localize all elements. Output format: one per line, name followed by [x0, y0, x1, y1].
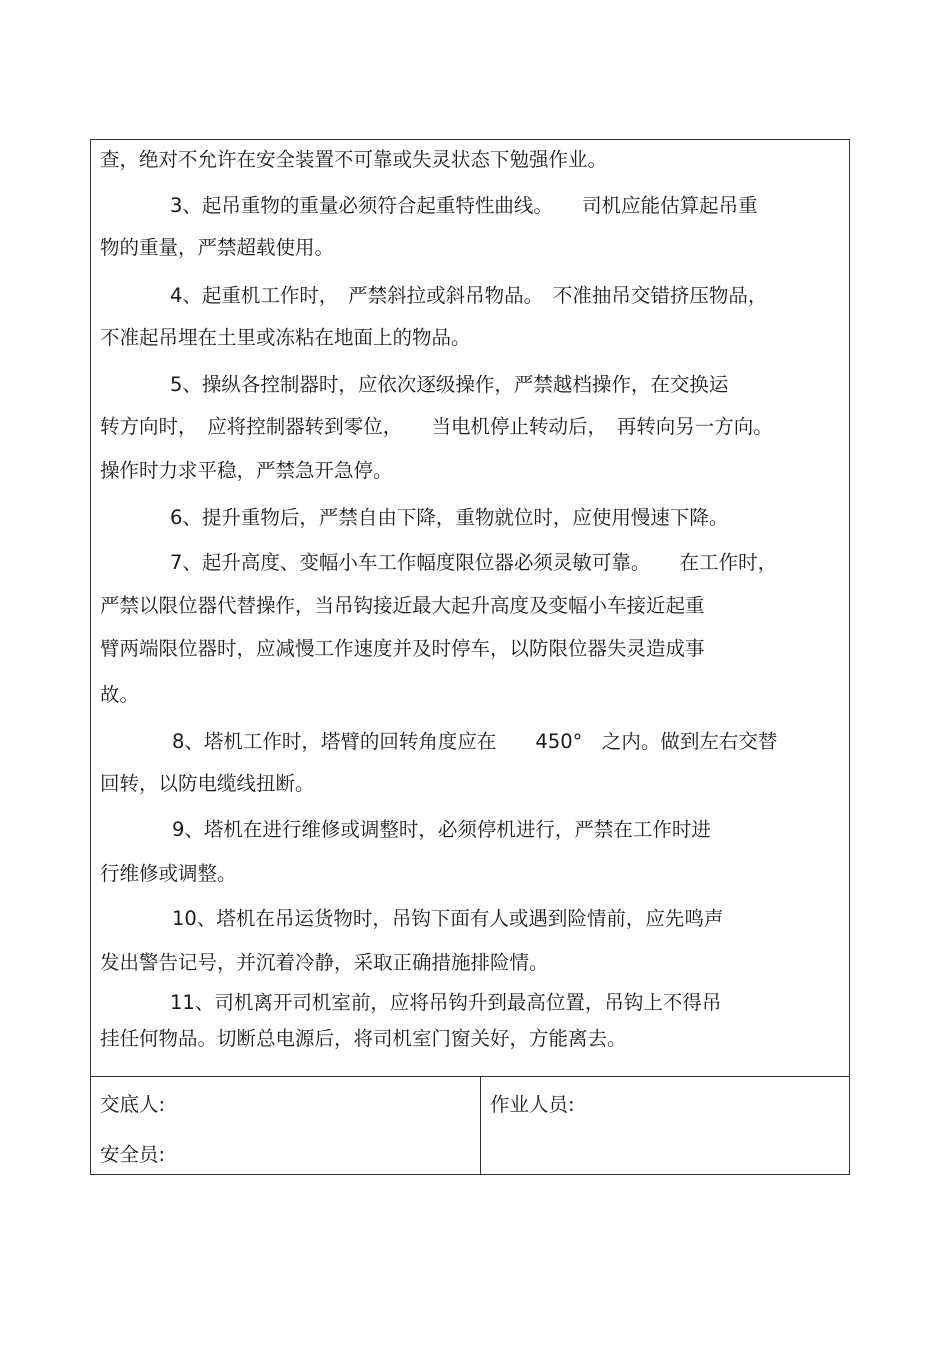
body-line-16: 9、塔机在进行维修或调整时，必须停机进行，严禁在工作时进	[172, 818, 711, 841]
body-line-1: 查，绝对不允许在安全装置不可靠或失灵状态下勉强作业。	[100, 148, 608, 171]
safety-officer-label: 安全员:	[100, 1143, 166, 1166]
workers-label: 作业人员:	[490, 1093, 575, 1116]
body-line-21: 挂任何物品。切断总电源后，将司机室门窗关好，方能离去。	[100, 1027, 627, 1050]
body-line-15: 回转，以防电缆线扭断。	[100, 772, 315, 795]
handover-person-label: 交底人:	[100, 1093, 166, 1116]
body-line-18: 10、塔机在吊运货物时，吊钩下面有人或遇到险情前，应先鸣声	[172, 907, 724, 930]
body-line-19: 发出警告记号，并沉着冷静，采取正确措施排险情。	[100, 951, 549, 974]
body-line-11: 严禁以限位器代替操作，当吊钩接近最大起升高度及变幅小车接近起重	[100, 594, 705, 617]
table-divider-vertical	[480, 1076, 481, 1174]
body-line-3: 物的重量，严禁超载使用。	[100, 236, 335, 259]
table-divider-horizontal	[91, 1076, 849, 1077]
body-line-6: 5、操纵各控制器时，应依次逐级操作，严禁越档操作，在交换运	[170, 373, 729, 396]
body-line-17: 行维修或调整。	[100, 862, 237, 885]
body-line-7: 转方向时， 应将控制器转到零位， 当电机停止转动后， 再转向另一方向。	[100, 415, 773, 438]
body-line-14: 8、塔机工作时，塔臂的回转角度应在 450° 之内。做到左右交替	[172, 730, 778, 753]
body-line-8: 操作时力求平稳，严禁急开急停。	[100, 459, 393, 482]
body-line-2: 3、起吊重物的重量必须符合起重特性曲线。 司机应能估算起吊重	[170, 194, 758, 217]
body-line-9: 6、提升重物后，严禁自由下降，重物就位时，应使用慢速下降。	[170, 506, 729, 529]
body-line-10: 7、起升高度、变幅小车工作幅度限位器必须灵敏可靠。 在工作时，	[170, 551, 778, 574]
body-line-13: 故。	[100, 683, 140, 706]
body-line-4: 4、起重机工作时， 严禁斜拉或斜吊物品。 不准抽吊交错挤压物品，	[170, 284, 768, 307]
body-line-20: 11、司机离开司机室前，应将吊钩升到最高位置，吊钩上不得吊	[170, 991, 722, 1014]
body-line-5: 不准起吊埋在土里或冻粘在地面上的物品。	[100, 326, 471, 349]
body-line-12: 臂两端限位器时，应减慢工作速度并及时停车，以防限位器失灵造成事	[100, 637, 705, 660]
